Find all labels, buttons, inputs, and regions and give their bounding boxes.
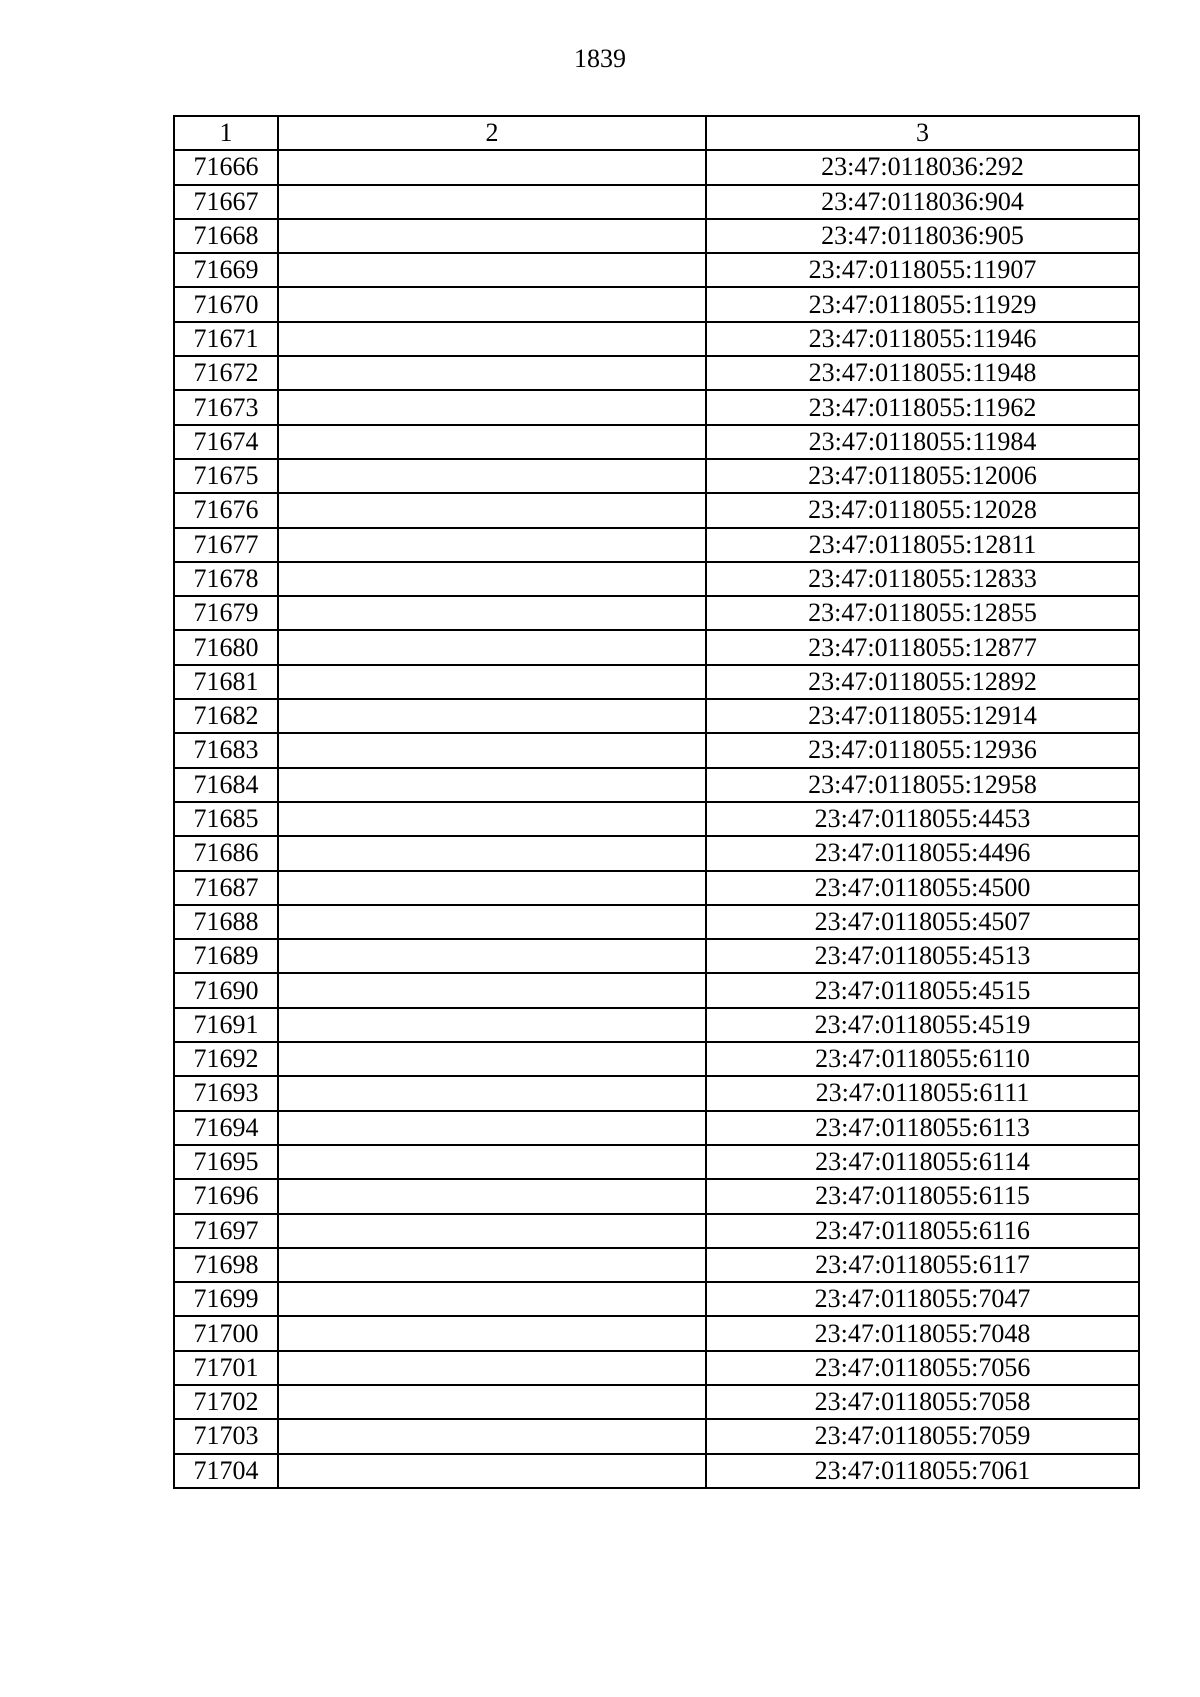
description-cell	[278, 699, 706, 733]
row-number-cell: 71673	[174, 390, 278, 424]
description-cell	[278, 871, 706, 905]
cadastral-number-cell: 23:47:0118055:7048	[706, 1316, 1139, 1350]
table-row	[174, 768, 1139, 802]
row-number-cell: 71696	[174, 1179, 278, 1213]
header-col-1: 1	[174, 116, 278, 150]
description-cell	[278, 836, 706, 870]
description-cell	[278, 356, 706, 390]
row-number-cell: 71679	[174, 596, 278, 630]
cadastral-number-cell: 23:47:0118055:11946	[706, 322, 1139, 356]
description-cell	[278, 1111, 706, 1145]
cadastral-number-cell: 23:47:0118055:4515	[706, 973, 1139, 1007]
description-cell	[278, 390, 706, 424]
description-cell	[278, 493, 706, 527]
row-number-cell: 71685	[174, 802, 278, 836]
row-number-cell: 71672	[174, 356, 278, 390]
cadastral-number-cell: 23:47:0118055:12006	[706, 459, 1139, 493]
cadastral-number-cell: 23:47:0118055:12892	[706, 665, 1139, 699]
cadastral-number-cell: 23:47:0118055:11929	[706, 287, 1139, 321]
table-row	[174, 733, 1139, 767]
description-cell	[278, 1179, 706, 1213]
table-row	[174, 1419, 1139, 1453]
cadastral-number-cell: 23:47:0118055:4496	[706, 836, 1139, 870]
table-row	[174, 699, 1139, 733]
description-cell	[278, 150, 706, 184]
description-cell	[278, 219, 706, 253]
row-number-cell: 71687	[174, 871, 278, 905]
row-number-cell: 71671	[174, 322, 278, 356]
description-cell	[278, 1076, 706, 1110]
row-number-cell: 71697	[174, 1214, 278, 1248]
row-number-cell: 71667	[174, 185, 278, 219]
row-number-cell: 71684	[174, 768, 278, 802]
table-row	[174, 459, 1139, 493]
table-row	[174, 425, 1139, 459]
cadastral-number-cell: 23:47:0118055:6116	[706, 1214, 1139, 1248]
row-number-cell: 71670	[174, 287, 278, 321]
cadastral-number-cell: 23:47:0118055:12914	[706, 699, 1139, 733]
table-row	[174, 219, 1139, 253]
row-number-cell: 71692	[174, 1042, 278, 1076]
description-cell	[278, 253, 706, 287]
row-number-cell: 71693	[174, 1076, 278, 1110]
cadastral-number-cell: 23:47:0118036:904	[706, 185, 1139, 219]
row-number-cell: 71698	[174, 1248, 278, 1282]
row-number-cell: 71677	[174, 528, 278, 562]
table-row	[174, 493, 1139, 527]
table-row	[174, 185, 1139, 219]
description-cell	[278, 768, 706, 802]
cadastral-number-cell: 23:47:0118055:11948	[706, 356, 1139, 390]
cadastral-number-cell: 23:47:0118055:11962	[706, 390, 1139, 424]
row-number-cell: 71674	[174, 425, 278, 459]
table-row	[174, 1111, 1139, 1145]
table-row	[174, 905, 1139, 939]
row-number-cell: 71690	[174, 973, 278, 1007]
cadastral-number-cell: 23:47:0118055:12855	[706, 596, 1139, 630]
table-row	[174, 322, 1139, 356]
row-number-cell: 71689	[174, 939, 278, 973]
description-cell	[278, 1145, 706, 1179]
row-number-cell: 71680	[174, 630, 278, 664]
cadastral-number-cell: 23:47:0118036:905	[706, 219, 1139, 253]
table-header	[174, 116, 1139, 150]
table-row	[174, 973, 1139, 1007]
table-row	[174, 871, 1139, 905]
table-row	[174, 1351, 1139, 1385]
row-number-cell: 71678	[174, 562, 278, 596]
cadastral-number-cell: 23:47:0118055:12877	[706, 630, 1139, 664]
row-number-cell: 71695	[174, 1145, 278, 1179]
table-row	[174, 528, 1139, 562]
table-row	[174, 1076, 1139, 1110]
cadastral-number-cell: 23:47:0118055:7059	[706, 1419, 1139, 1453]
cadastral-number-cell: 23:47:0118055:11984	[706, 425, 1139, 459]
cadastral-number-cell: 23:47:0118055:4500	[706, 871, 1139, 905]
row-number-cell: 71682	[174, 699, 278, 733]
description-cell	[278, 185, 706, 219]
table-row	[174, 1042, 1139, 1076]
header-col-2: 2	[278, 116, 706, 150]
cadastral-number-cell: 23:47:0118055:6117	[706, 1248, 1139, 1282]
table-row	[174, 1248, 1139, 1282]
description-cell	[278, 425, 706, 459]
cadastral-number-cell: 23:47:0118055:6111	[706, 1076, 1139, 1110]
description-cell	[278, 287, 706, 321]
cadastral-number-cell: 23:47:0118055:4507	[706, 905, 1139, 939]
row-number-cell: 71694	[174, 1111, 278, 1145]
description-cell	[278, 1419, 706, 1453]
cadastral-number-cell: 23:47:0118055:6115	[706, 1179, 1139, 1213]
row-number-cell: 71686	[174, 836, 278, 870]
cadastral-number-cell: 23:47:0118055:12028	[706, 493, 1139, 527]
page-number: 1839	[574, 44, 626, 73]
table-row	[174, 1316, 1139, 1350]
cadastral-number-cell: 23:47:0118055:4453	[706, 802, 1139, 836]
table-row	[174, 630, 1139, 664]
row-number-cell: 71683	[174, 733, 278, 767]
table-row	[174, 596, 1139, 630]
description-cell	[278, 528, 706, 562]
table-row	[174, 1385, 1139, 1419]
table-row	[174, 939, 1139, 973]
cadastral-number-cell: 23:47:0118055:4513	[706, 939, 1139, 973]
row-number-cell: 71699	[174, 1282, 278, 1316]
table-row	[174, 836, 1139, 870]
table-row	[174, 1454, 1139, 1488]
row-number-cell: 71703	[174, 1419, 278, 1453]
cadastral-number-cell: 23:47:0118055:7047	[706, 1282, 1139, 1316]
row-number-cell: 71676	[174, 493, 278, 527]
table-row	[174, 1179, 1139, 1213]
description-cell	[278, 322, 706, 356]
description-cell	[278, 905, 706, 939]
description-cell	[278, 939, 706, 973]
cadastral-number-cell: 23:47:0118055:4519	[706, 1008, 1139, 1042]
table-row	[174, 1008, 1139, 1042]
cadastral-number-cell: 23:47:0118055:12811	[706, 528, 1139, 562]
description-cell	[278, 1214, 706, 1248]
cadastral-number-cell: 23:47:0118055:7061	[706, 1454, 1139, 1488]
row-number-cell: 71668	[174, 219, 278, 253]
description-cell	[278, 1385, 706, 1419]
table-row	[174, 390, 1139, 424]
row-number-cell: 71688	[174, 905, 278, 939]
description-cell	[278, 665, 706, 699]
row-number-cell: 71704	[174, 1454, 278, 1488]
description-cell	[278, 973, 706, 1007]
table-row	[174, 1214, 1139, 1248]
table-row	[174, 253, 1139, 287]
cadastral-number-cell: 23:47:0118055:6110	[706, 1042, 1139, 1076]
description-cell	[278, 1282, 706, 1316]
description-cell	[278, 1042, 706, 1076]
table-row	[174, 287, 1139, 321]
table-row	[174, 1145, 1139, 1179]
cadastral-number-cell: 23:47:0118055:7058	[706, 1385, 1139, 1419]
cadastral-number-cell: 23:47:0118036:292	[706, 150, 1139, 184]
table-row	[174, 562, 1139, 596]
table-row	[174, 1282, 1139, 1316]
description-cell	[278, 459, 706, 493]
table-row	[174, 356, 1139, 390]
cadastral-number-cell: 23:47:0118055:12958	[706, 768, 1139, 802]
description-cell	[278, 1248, 706, 1282]
description-cell	[278, 802, 706, 836]
description-cell	[278, 1351, 706, 1385]
cadastral-number-cell: 23:47:0118055:7056	[706, 1351, 1139, 1385]
cadastral-number-cell: 23:47:0118055:6113	[706, 1111, 1139, 1145]
description-cell	[278, 733, 706, 767]
cadastral-number-cell: 23:47:0118055:6114	[706, 1145, 1139, 1179]
table-row	[174, 802, 1139, 836]
row-number-cell: 71675	[174, 459, 278, 493]
row-number-cell: 71691	[174, 1008, 278, 1042]
description-cell	[278, 596, 706, 630]
header-col-3: 3	[706, 116, 1139, 150]
header-row	[174, 116, 1139, 150]
row-number-cell: 71666	[174, 150, 278, 184]
description-cell	[278, 1008, 706, 1042]
row-number-cell: 71681	[174, 665, 278, 699]
cadastral-number-cell: 23:47:0118055:12936	[706, 733, 1139, 767]
register-table	[173, 115, 1140, 1489]
description-cell	[278, 1316, 706, 1350]
description-cell	[278, 1454, 706, 1488]
cadastral-number-cell: 23:47:0118055:12833	[706, 562, 1139, 596]
table-body	[174, 150, 1139, 1488]
row-number-cell: 71700	[174, 1316, 278, 1350]
row-number-cell: 71701	[174, 1351, 278, 1385]
row-number-cell: 71669	[174, 253, 278, 287]
row-number-cell: 71702	[174, 1385, 278, 1419]
cadastral-number-cell: 23:47:0118055:11907	[706, 253, 1139, 287]
description-cell	[278, 562, 706, 596]
table-row	[174, 665, 1139, 699]
description-cell	[278, 630, 706, 664]
table-row	[174, 150, 1139, 184]
